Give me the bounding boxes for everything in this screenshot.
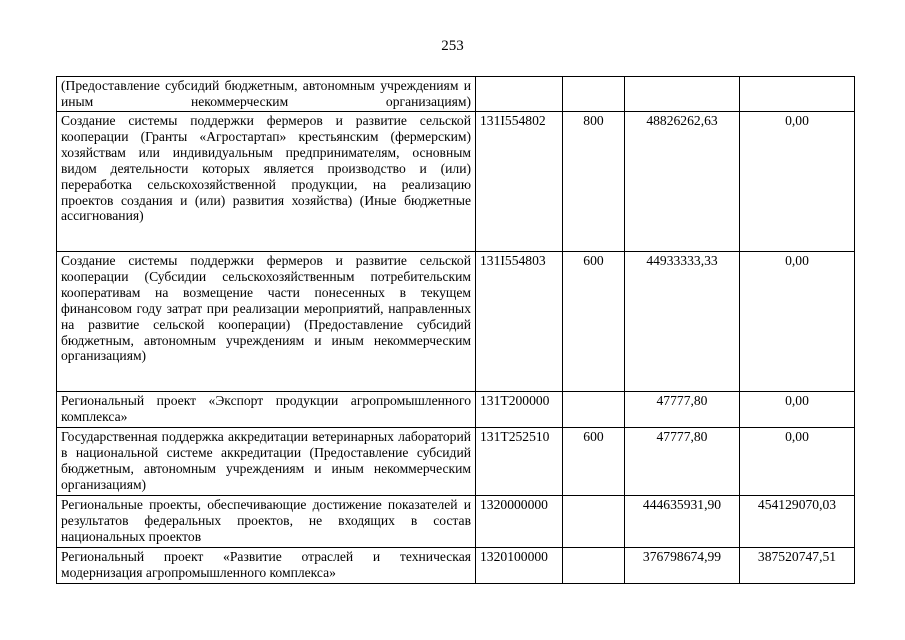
row-code: 1320100000 — [476, 548, 563, 584]
row-type — [563, 392, 625, 428]
row-description: Региональный проект «Экспорт продукции агропромышленного комплекса» — [57, 392, 476, 428]
row-description: Региональные проекты, обеспечивающие достижение показателей и результатов федеральных проектов, не входящих в состав национальных проектов — [57, 496, 476, 548]
table-row — [57, 548, 855, 584]
row-amount-2: 0,00 — [740, 392, 855, 428]
row-description: (Предоставление субсидий бюджетным, автономным учреждениям и иным некоммерческим организациям) — [57, 77, 476, 112]
table-row — [57, 392, 855, 428]
row-description: Региональный проект «Развитие отраслей и техническая модернизация агропромышленного комплекса» — [57, 548, 476, 584]
page-number: 253 — [441, 38, 464, 54]
row-amount-1: 47777,80 — [625, 428, 740, 496]
row-type — [563, 548, 625, 584]
table-row — [57, 112, 855, 252]
row-code: 1320000000 — [476, 496, 563, 548]
row-amount-2: 0,00 — [740, 112, 855, 252]
row-code: 131I554803 — [476, 252, 563, 392]
table-row — [57, 496, 855, 548]
row-amount-1: 44933333,33 — [625, 252, 740, 392]
row-amount-2: 454129070,03 — [740, 496, 855, 548]
row-amount-2: 0,00 — [740, 428, 855, 496]
row-amount-2: 0,00 — [740, 252, 855, 392]
table-row — [57, 428, 855, 496]
table-row — [57, 252, 855, 392]
row-amount-1: 444635931,90 — [625, 496, 740, 548]
row-type: 800 — [563, 112, 625, 252]
row-code: 131T200000 — [476, 392, 563, 428]
row-type: 600 — [563, 428, 625, 496]
row-amount-1: 376798674,99 — [625, 548, 740, 584]
row-type — [563, 496, 625, 548]
row-amount-1: 48826262,63 — [625, 112, 740, 252]
row-amount-1: 47777,80 — [625, 392, 740, 428]
row-amount-2: 387520747,51 — [740, 548, 855, 584]
row-amount-1 — [625, 77, 740, 112]
budget-table — [56, 76, 855, 584]
table-row — [57, 77, 855, 112]
row-code: 131I554802 — [476, 112, 563, 252]
row-description: Создание системы поддержки фермеров и развитие сельской кооперации (Субсидии сельскохозяйственным потребительским кооперативам на возмещение части понесенных в текущем финансовом году затрат при реализации мероприятий, направленных на развитие сельской кооперации) (Предоставление субсидий бюджетным, автономным учреждениям и иным некоммерческим организациям) — [57, 252, 476, 392]
row-description: Государственная поддержка аккредитации ветеринарных лабораторий в национальной системе аккредитации (Предоставление субсидий бюджетным, автономным учреждениям и иным некоммерческим организациям) — [57, 428, 476, 496]
row-type — [563, 77, 625, 112]
row-description: Создание системы поддержки фермеров и развитие сельской кооперации (Гранты «Агростартап» крестьянским (фермерским) хозяйствам или индивидуальным предпринимателям, основным видом деятельности которых является производство и (или) переработка сельскохозяйственной продукции, на реализацию проектов создания и (или) развития хозяйства) (Иные бюджетные ассигнования) — [57, 112, 476, 252]
row-code — [476, 77, 563, 112]
row-type: 600 — [563, 252, 625, 392]
row-amount-2 — [740, 77, 855, 112]
row-code: 131T252510 — [476, 428, 563, 496]
